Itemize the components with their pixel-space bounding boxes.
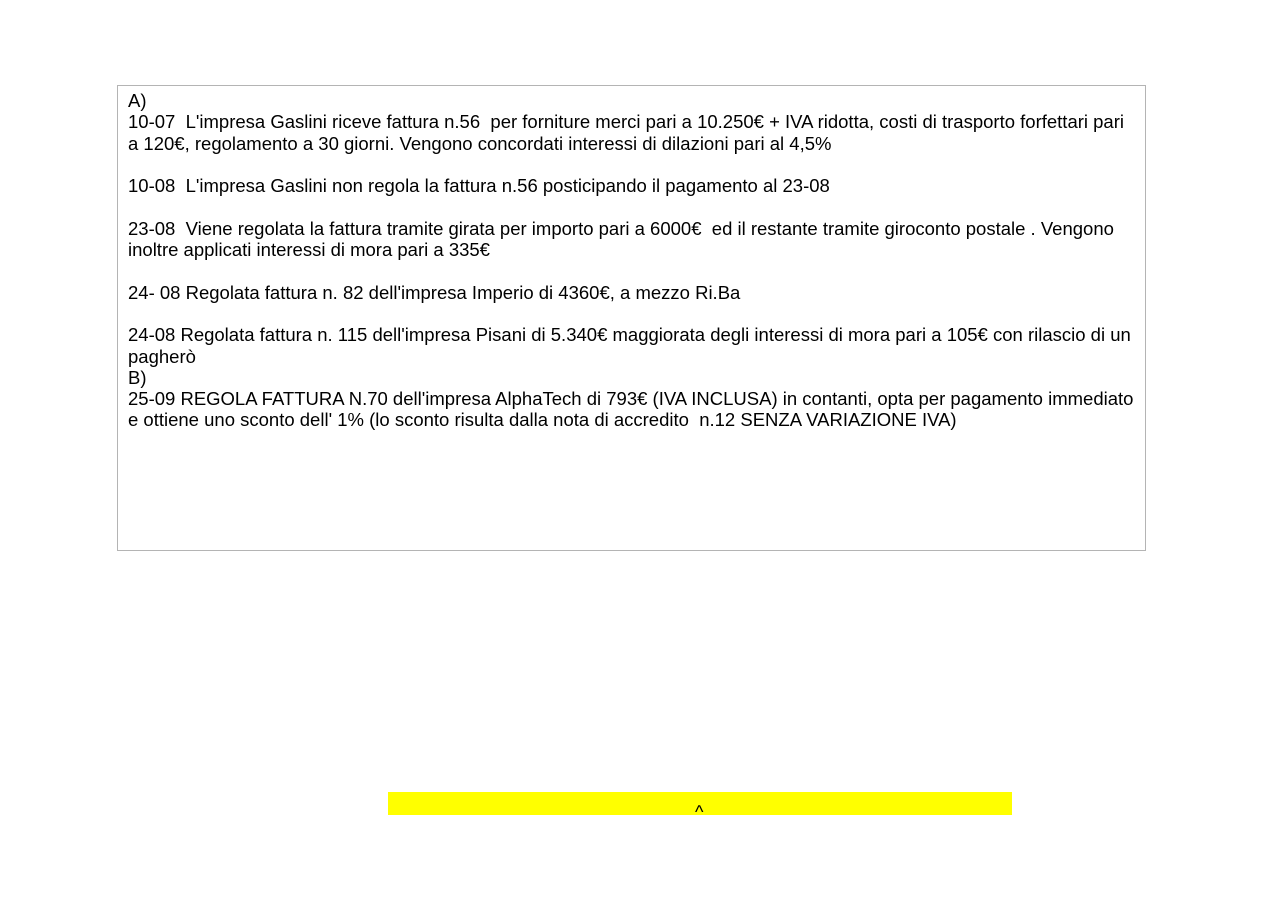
text-box[interactable]	[117, 85, 1146, 551]
blank-line	[128, 260, 1135, 281]
entry-23-08: 23-08 Viene regolata la fattura tramite girata per importo pari a 6000€ ed il restante tramite giroconto postale . Vengono inoltre applicati interessi di mora pari a 335€	[128, 217, 1120, 261]
highlight-bar	[388, 792, 1012, 815]
section-label-b: B)	[128, 366, 147, 388]
entry-24-08-riba: 24- 08 Regolata fattura n. 82 dell'impresa Imperio di 4360€, a mezzo Ri.Ba	[128, 281, 741, 303]
entry-10-07: 10-07 L'impresa Gaslini riceve fattura n.56 per forniture merci pari a 10.250€ + IVA ridotta, costi di trasporto forfettari pari a 120€, regolamento a 30 giorni. Vengono concordati interessi di dilazioni pari al 4,5%	[128, 111, 1130, 154]
blank-line	[128, 303, 1135, 324]
blank-line	[128, 154, 1135, 175]
highlight-text: ^	[695, 802, 704, 815]
blank-line	[128, 196, 1135, 217]
entry-24-08-pisani: 24-08 Regolata fattura n. 115 dell'impresa Pisani di 5.340€ maggiorata degli interessi di mora pari a 105€ con rilascio di un pagherò	[128, 324, 1136, 367]
section-label-a: A)	[128, 90, 147, 111]
entry-25-09: 25-09 REGOLA FATTURA N.70 dell'impresa AlphaTech di 793€ (IVA INCLUSA) in contanti, opta per pagamento immediato e ottiene uno sconto dell' 1% (lo sconto risulta dalla nota di accredito n.12 SENZA VARIAZIONE IVA)	[128, 388, 1139, 431]
entry-10-08: 10-08 L'impresa Gaslini non regola la fattura n.56 posticipando il pagamento al 23-08	[128, 175, 830, 197]
